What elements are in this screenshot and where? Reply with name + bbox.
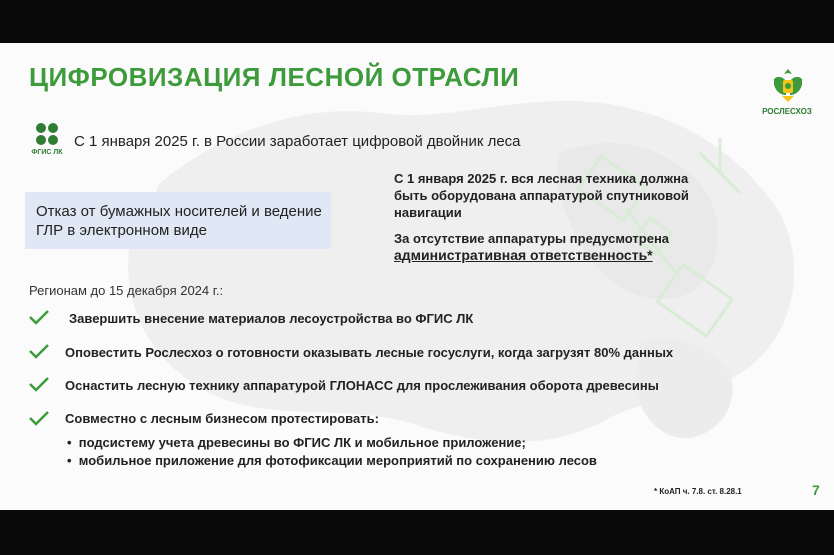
sub-item: • подсистему учета древесины во ФГИС ЛК и мобильное приложение; bbox=[67, 435, 526, 450]
satellite-navigation-block bbox=[394, 170, 714, 264]
task-item: Оповестить Рослесхоз о готовности оказывать лесные госуслуги, когда загрузят 80% данных bbox=[65, 345, 674, 360]
checkmark-icon bbox=[28, 376, 50, 392]
footnote: * КоАП ч. 7.8. ст. 8.28.1 bbox=[654, 487, 742, 496]
fgis-dots-icon bbox=[33, 121, 61, 147]
brand-name: РОСЛЕСХОЗ bbox=[762, 107, 812, 116]
checkmark-icon bbox=[28, 410, 50, 426]
rosleskhoz-emblem-icon bbox=[768, 65, 808, 105]
fgis-label: ФГИС ЛК bbox=[31, 149, 63, 156]
liability-prefix: За отсутствие аппаратуры предусмотрена bbox=[394, 231, 670, 246]
paper-box bbox=[25, 192, 331, 249]
checkmark-icon bbox=[28, 343, 50, 359]
liability-note bbox=[394, 230, 714, 264]
liability-emphasis: административная ответственность* bbox=[394, 247, 653, 263]
task-item: Завершить внесение материалов лесоустройства во ФГИС ЛК bbox=[69, 311, 474, 326]
paper-box-text: Отказ от бумажных носителей и ведение ГЛР в электронном виде bbox=[36, 203, 322, 239]
checkmark-icon bbox=[28, 309, 50, 325]
task-item: Совместно с лесным бизнесом протестировать: bbox=[65, 411, 379, 426]
page-number: 7 bbox=[812, 482, 820, 498]
regions-header: Регионам до 15 декабря 2024 г.: bbox=[29, 283, 224, 298]
navigation-requirement: С 1 января 2025 г. вся лесная техника должна быть оборудована аппаратурой спутниковой навигации bbox=[394, 171, 689, 220]
slide bbox=[0, 43, 834, 510]
task-item: Оснастить лесную технику аппаратурой ГЛОНАСС для прослеживания оборота древесины bbox=[65, 378, 659, 393]
sub-item: • мобильное приложение для фотофиксации мероприятий по сохранению лесов bbox=[67, 453, 597, 468]
headline: С 1 января 2025 г. в России заработает цифровой двойник леса bbox=[74, 133, 521, 150]
page-title: ЦИФРОВИЗАЦИЯ ЛЕСНОЙ ОТРАСЛИ bbox=[29, 62, 520, 92]
